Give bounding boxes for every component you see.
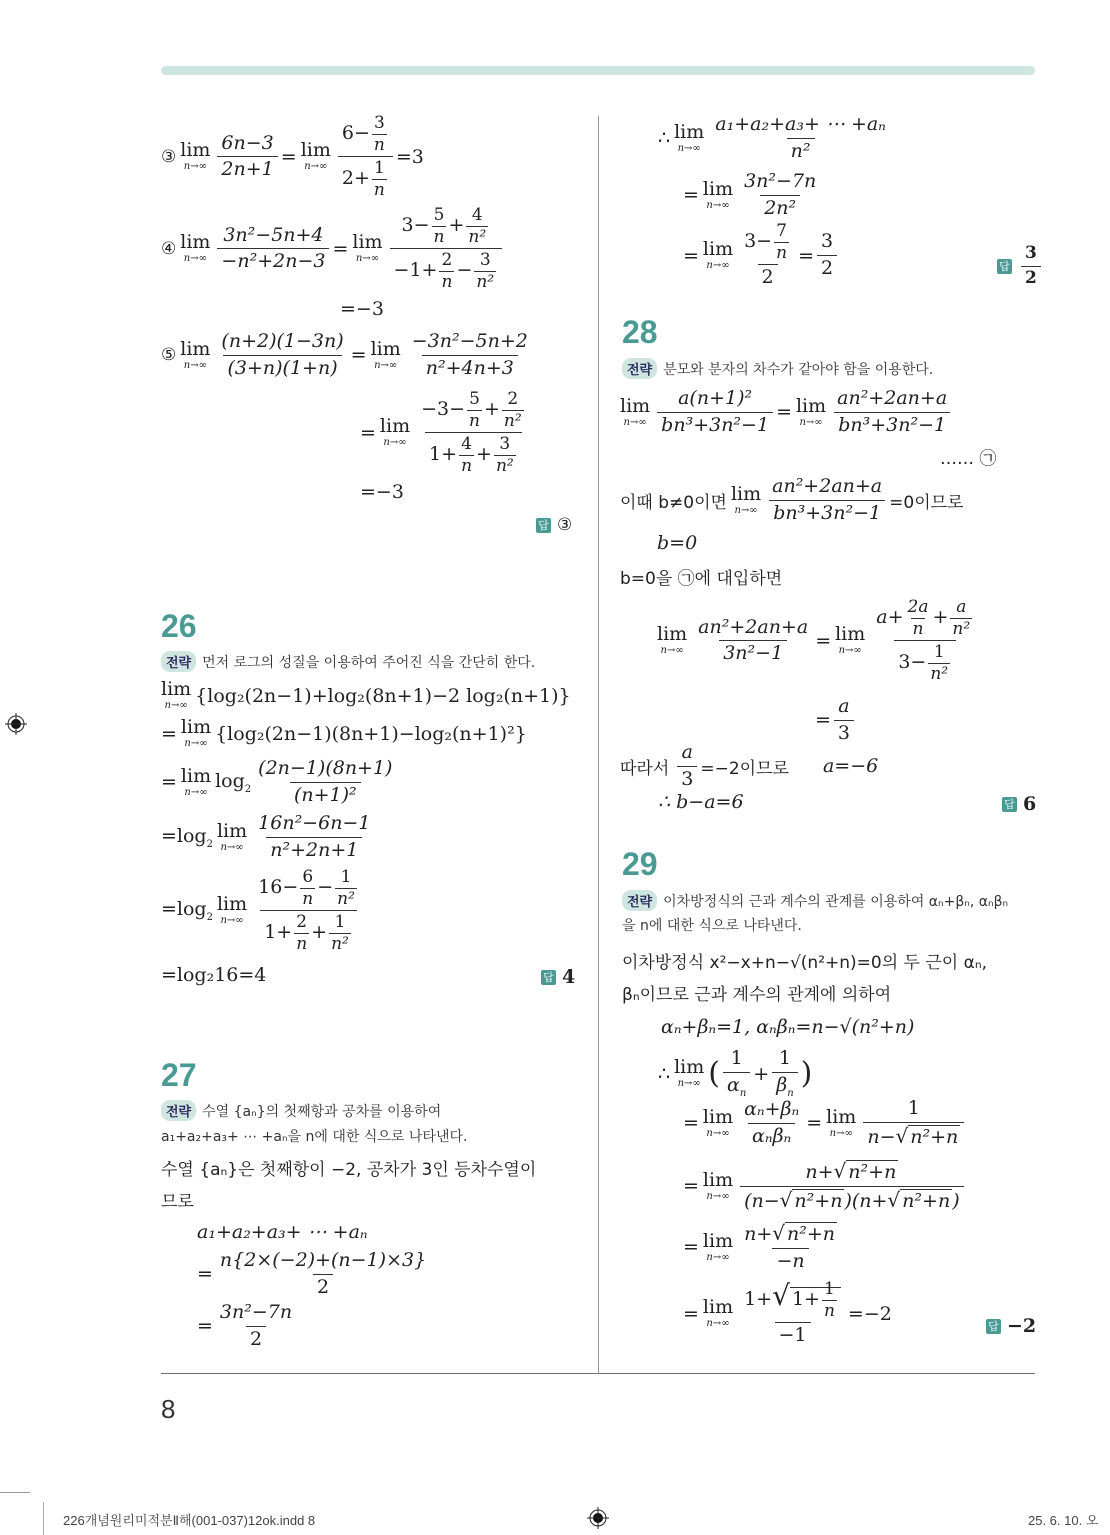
limit-operator: lim n→∞ bbox=[702, 177, 734, 211]
answer-value: ③ bbox=[557, 515, 573, 535]
limit-operator: lim n→∞ bbox=[702, 1168, 734, 1202]
solution-line: lim n→∞ {log₂(2n−1)+log₂(8n+1)−2 log₂(n+1)} bbox=[161, 678, 571, 711]
fraction: $\frac{1}{\text{n−√ n²+n}}$ bbox=[863, 1098, 964, 1149]
fraction: $\frac{\text{16n²−6n−1}}{\text{n²+2n+1}}$ bbox=[258, 812, 371, 861]
fraction: $\frac{\text{an²+2an+a}}{\text{bn³+3n²−1}}$ bbox=[833, 388, 951, 437]
answer-27 bbox=[997, 244, 1044, 288]
solution-line: = lim n→∞ 1+√ 1+ $\frac{1}{n}$ −1 =−2 bbox=[683, 1279, 892, 1347]
strategy-27-line2: a₁+a₂+a₃+ ⋯ +aₙ을 n에 대한 식으로 나타낸다. bbox=[161, 1129, 468, 1145]
limit-operator: lim n→∞ bbox=[161, 678, 192, 711]
fraction: $\frac{n\{2\times(-2)+(n-1)\times 3\}}{2}$ bbox=[219, 1249, 427, 1298]
answer-value: 4 bbox=[562, 966, 576, 988]
body-text: 수열 {aₙ}은 첫째항이 −2, 공차가 3인 등차수열이 bbox=[161, 1160, 537, 1180]
fraction: 1+√ 1+ $\frac{1}{n}$ −1 bbox=[740, 1280, 845, 1347]
fraction: $\frac{6n-3}{2n+1}$ bbox=[217, 133, 277, 182]
fraction: 3− $\frac{5}{n}$ + $\frac{4}{\text{n²}}$ −1+ $\frac{2}{n}$ − $\frac{3}{\text{n²}}$ bbox=[390, 206, 503, 292]
limit-operator: lim n→∞ bbox=[216, 819, 248, 853]
sum-expression: a₁+a₂+a₃+ ⋯ +aₙ bbox=[197, 1221, 368, 1243]
solution-line: ∴ lim n→∞ ( $\frac{1}{\alpha_n}$ + $\frac{1}{\beta_n}$ ) bbox=[658, 1047, 813, 1099]
limit-operator: lim n→∞ bbox=[826, 1105, 857, 1139]
crop-mark bbox=[0, 1492, 30, 1493]
answer-28 bbox=[1002, 793, 1036, 815]
fraction: $\frac{\text{a₁+a₂+a₃+ ⋯ +aₙ}}{\text{n²}}$ bbox=[715, 113, 886, 162]
item-label: ⑤ bbox=[161, 345, 177, 366]
solution-line: = lim n→∞ $\frac{\text{n+√ n²+n}}{-n}$ bbox=[683, 1222, 844, 1273]
strategy-badge: 전략 bbox=[622, 358, 657, 379]
body-text: 므로 bbox=[161, 1192, 194, 1212]
limit-operator: lim n→∞ bbox=[216, 893, 248, 927]
solution-line: = $\frac{a}{3}$ bbox=[815, 696, 857, 745]
column-divider bbox=[598, 116, 599, 1374]
fraction: $\frac{\text{3n²−7n}}{\text{2n²}}$ bbox=[744, 170, 817, 219]
solution-line: b=0 bbox=[657, 532, 698, 554]
solution-step: = lim n→∞ −3− $\frac{5}{n}$ + $\frac{2}{\text{n²}}$ 1+ $\frac{4}{n}$ + $\frac{3}{\text{n²}}$ bbox=[360, 390, 533, 476]
footer-rule bbox=[161, 1373, 1035, 1374]
fraction: $\frac{\text{3n²−5n+4}}{\text{−n²+2n−3}}$ bbox=[217, 225, 329, 274]
answer-value: $\frac{3}{2}$ bbox=[1021, 244, 1041, 288]
answer-badge: 답 bbox=[536, 518, 551, 533]
answer-value: 6 bbox=[1023, 793, 1037, 815]
strategy-29: 전략 이차방정식의 근과 계수의 관계를 이용하여 αₙ+βₙ, αₙβₙ bbox=[622, 890, 1008, 911]
solution-line: = $\frac{n\{2\times(-2)+(n-1)\times 3\}}{2}$ bbox=[197, 1250, 433, 1299]
body-text: b=0을 ㉠에 대입하면 bbox=[620, 569, 783, 589]
limit-operator: lim n→∞ bbox=[180, 139, 211, 173]
crop-mark bbox=[43, 1502, 44, 1535]
page-number: 8 bbox=[161, 1394, 176, 1424]
solution-line: = lim n→∞ 3− $\frac{7}{n}$ 2 = $\frac{3}{2}$ bbox=[683, 222, 840, 289]
answer-value: −2 bbox=[1007, 1315, 1037, 1337]
limit-operator: lim n→∞ bbox=[702, 1296, 734, 1330]
solution-item-3: ③ lim n→∞ $\frac{6n-3}{2n+1}$ = lim n→∞ 6− $\frac{3}{n}$ 2+ $\frac{1}{n}$ =3 bbox=[161, 113, 424, 201]
fraction: $\frac{a}{3}$ bbox=[677, 742, 697, 791]
limit-operator: lim n→∞ bbox=[180, 764, 212, 798]
limit-operator: lim n→∞ bbox=[730, 482, 762, 516]
solution-line: = $\frac{\text{3n²−7n}}{2}$ bbox=[197, 1302, 299, 1351]
equation-tag: …… ㉠ bbox=[940, 449, 997, 469]
limit-operator: lim n→∞ bbox=[379, 415, 411, 449]
fraction: $\frac{\text{n+√ n²+n}}{\text{(n−√ n²+n )(n+√ n²+n )}}$ bbox=[740, 1160, 964, 1213]
limit-operator: lim n→∞ bbox=[702, 1105, 734, 1139]
fraction: $\frac{a}{3}$ bbox=[834, 696, 854, 745]
fraction: 6− $\frac{3}{n}$ 2+ $\frac{1}{n}$ bbox=[338, 114, 393, 200]
fraction: $\frac{\text{an²+2an+a}}{\text{3n²−1}}$ bbox=[698, 615, 809, 665]
answer-26 bbox=[541, 966, 575, 988]
question-number-27: 27 bbox=[161, 1057, 197, 1093]
registration-mark-icon bbox=[5, 713, 27, 735]
fraction: $\frac{1}{\alpha_n}$ bbox=[723, 1048, 750, 1099]
solution-line: =log₂16=4 bbox=[161, 964, 267, 986]
limit-operator: lim n→∞ bbox=[702, 238, 734, 272]
limit-operator: lim n→∞ bbox=[370, 337, 401, 371]
footer-filename: 226개념원리미적분Ⅱ해(001-037)12ok.indd 8 bbox=[63, 1513, 316, 1528]
solution-line: lim n→∞ $\frac{\text{an²+2an+a}}{\text{3n²−1}}$ = lim n→∞ a+ $\frac{2a}{n}$ + $\frac{a}{\text{n²}}$ 3− $\frac{1}{\text{n²}}$ bbox=[657, 598, 981, 684]
limit-operator: lim n→∞ bbox=[702, 1229, 734, 1263]
strategy-26: 전략 먼저 로그의 성질을 이용하여 주어진 식을 간단히 한다. bbox=[161, 651, 535, 672]
solution-line: = lim n→∞ $\frac{\text{3n²−7n}}{\text{2n²}}$ bbox=[683, 171, 823, 220]
fraction: $\frac{1}{\beta_n}$ bbox=[772, 1048, 797, 1099]
item-label: ④ bbox=[161, 238, 177, 259]
header-accent-bar bbox=[161, 66, 1035, 75]
solution-item-4: ④ lim n→∞ $\frac{\text{3n²−5n+4}}{\text{−n²+2n−3}}$ = lim n→∞ 3− $\frac{5}{n}$ + $\frac{4}{\text{n²}}$ −1+ $\frac{2}{n}$ − $\frac{3}{\text{n²}}$ bbox=[161, 206, 505, 292]
limit-operator: lim n→∞ bbox=[657, 623, 688, 657]
strategy-27: 전략 수열 {aₙ}의 첫째항과 공차를 이용하여 bbox=[161, 1100, 441, 1121]
limit-operator: lim n→∞ bbox=[674, 120, 705, 154]
answer-25 bbox=[536, 515, 572, 535]
solution-line: = lim n→∞ $\frac{\text{n+√ n²+n}}{\text{(n−√ n²+n )(n+√ n²+n )}}$ bbox=[683, 1160, 967, 1213]
solution-line: $=\log_2$ lim n→∞ $\frac{\text{16n²−6n−1}}{\text{n²+2n+1}}$ bbox=[161, 813, 377, 862]
registration-mark-icon bbox=[587, 1507, 609, 1529]
solution-line: 이때 b≠0이면 lim n→∞ $\frac{\text{an²+2an+a}}{\text{bn³+3n²−1}}$ =0이므로 bbox=[620, 475, 964, 524]
solution-line: αₙ+βₙ=1, αₙβₙ=n−√(n²+n) bbox=[661, 1016, 915, 1038]
limit-operator: lim n→∞ bbox=[620, 394, 651, 428]
item-label: ③ bbox=[161, 146, 177, 167]
fraction: $\frac{\text{an²+2an+a}}{\text{bn³+3n²−1}}$ bbox=[768, 476, 886, 525]
body-text: 이차방정식 x²−x+n−√(n²+n)=0의 두 근이 αₙ, bbox=[622, 953, 988, 973]
strategy-badge: 전략 bbox=[161, 651, 196, 672]
strategy-badge: 전략 bbox=[622, 890, 657, 911]
answer-badge: 답 bbox=[986, 1319, 1001, 1334]
answer-badge: 답 bbox=[997, 259, 1012, 274]
fraction: $\frac{\text{n+√ n²+n}}{-n}$ bbox=[744, 1221, 836, 1272]
fraction: $\frac{(n+2)(1-3n)}{(3+n)(1+n)}$ bbox=[221, 330, 344, 379]
question-number-26: 26 bbox=[161, 608, 197, 644]
limit-operator: lim n→∞ bbox=[300, 139, 331, 173]
body-text: βₙ이므로 근과 계수의 관계에 의하여 bbox=[622, 985, 892, 1005]
limit-operator: lim n→∞ bbox=[180, 337, 211, 371]
footer-date: 25. 6. 10. 오 bbox=[1028, 1513, 1099, 1528]
fraction: $\frac{\text{3n²−7n}}{2}$ bbox=[219, 1301, 293, 1350]
answer-badge: 답 bbox=[541, 970, 556, 985]
question-number-28: 28 bbox=[622, 314, 658, 350]
solution-line: ∴ lim n→∞ $\frac{\text{a₁+a₂+a₃+ ⋯ +aₙ}}{\text{n²}}$ bbox=[658, 114, 893, 163]
fraction: 16− $\frac{6}{n}$ − $\frac{1}{\text{n²}}$ 1+ $\frac{2}{n}$ + $\frac{1}{\text{n²}}$ bbox=[258, 867, 355, 955]
solution-item-5: ⑤ lim n→∞ $\frac{(n+2)(1-3n)}{(3+n)(1+n)}$ = lim n→∞ $\frac{\text{−3n²−5n+2}}{\text{n²+4n+3}}$ bbox=[161, 331, 535, 380]
fraction: $\frac{\text{−3n²−5n+2}}{\text{n²+4n+3}}$ bbox=[411, 330, 528, 379]
limit-operator: lim n→∞ bbox=[795, 394, 827, 428]
limit-operator: lim n→∞ bbox=[180, 716, 212, 749]
limit-operator: lim n→∞ bbox=[835, 623, 866, 657]
solution-line: = lim n→∞ $\log_2$ $\frac{(2n-1)(8n+1)}{\text{(n+1)²}}$ bbox=[161, 758, 399, 807]
answer-29 bbox=[986, 1315, 1036, 1337]
fraction: a+ $\frac{2a}{n}$ + $\frac{a}{\text{n²}}$ 3− $\frac{1}{\text{n²}}$ bbox=[876, 597, 971, 685]
strategy-badge: 전략 bbox=[161, 1100, 196, 1121]
limit-operator: lim n→∞ bbox=[180, 231, 211, 265]
answer-badge: 답 bbox=[1002, 797, 1017, 812]
strategy-29-line2: 을 n에 대한 식으로 나타낸다. bbox=[622, 918, 802, 934]
fraction: $\frac{(2n-1)(8n+1)}{\text{(n+1)²}}$ bbox=[258, 757, 393, 806]
result-line: =−3 bbox=[340, 298, 384, 320]
fraction: 3− $\frac{7}{n}$ 2 bbox=[744, 221, 788, 289]
strategy-28: 전략 분모와 분자의 차수가 같아야 함을 이용한다. bbox=[622, 358, 933, 379]
solution-line: = lim n→∞ $\frac{\text{αₙ+βₙ}}{\text{αₙβₙ}}$ = lim n→∞ $\frac{1}{\text{n−√ n²+n}}$ bbox=[683, 1098, 967, 1149]
limit-operator: lim n→∞ bbox=[674, 1056, 705, 1090]
solution-line: $=\log_2$ lim n→∞ 16− $\frac{6}{n}$ − $\frac{1}{\text{n²}}$ 1+ $\frac{2}{n}$ + $\frac{1}{\text{n²}}$ bbox=[161, 868, 366, 954]
question-number-29: 29 bbox=[622, 846, 658, 882]
fraction: $\frac{\text{αₙ+βₙ}}{\text{αₙβₙ}}$ bbox=[744, 1098, 800, 1147]
solution-line: 따라서 $\frac{a}{3}$ =−2이므로 a=−6 bbox=[620, 741, 879, 790]
solution-line: ∴ b−a=6 bbox=[658, 791, 744, 813]
fraction: −3− $\frac{5}{n}$ + $\frac{2}{\text{n²}}$ 1+ $\frac{4}{n}$ + $\frac{3}{\text{n²}}$ bbox=[421, 389, 522, 477]
fraction: $\frac{\text{a(n+1)²}}{\text{bn³+3n²−1}}$ bbox=[657, 388, 773, 437]
solution-line: = lim n→∞ {log₂(2n−1)(8n+1)−log₂(n+1)²} bbox=[161, 716, 527, 749]
solution-line: lim n→∞ $\frac{\text{a(n+1)²}}{\text{bn³+3n²−1}}$ = lim n→∞ $\frac{\text{an²+2an+a}}{\text{bn³+3n²−1}}$ bbox=[620, 388, 954, 437]
fraction: $\frac{3}{2}$ bbox=[817, 231, 837, 280]
limit-operator: lim n→∞ bbox=[352, 231, 383, 265]
result-line: =−3 bbox=[360, 481, 404, 503]
